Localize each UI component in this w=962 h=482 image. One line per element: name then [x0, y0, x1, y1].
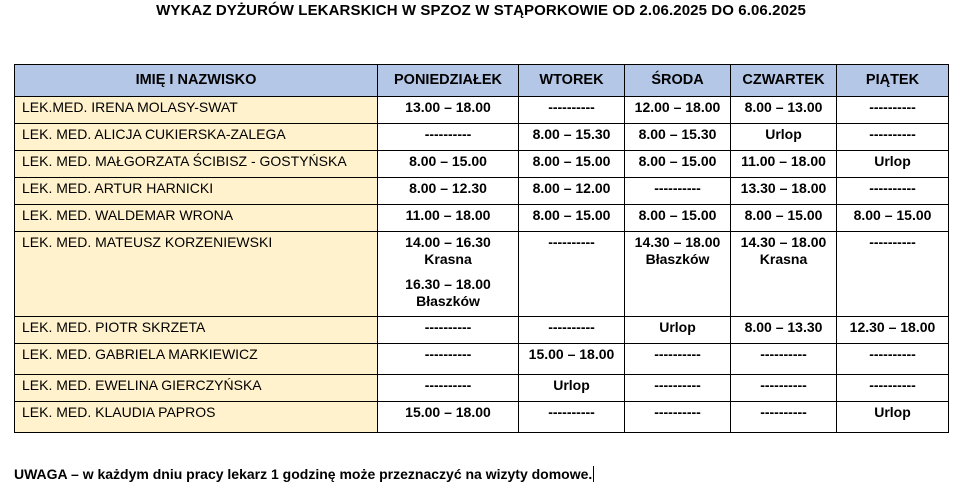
- thursday-slot: 8.00 – 15.00: [731, 205, 837, 232]
- tuesday-slot: ----------: [519, 402, 625, 433]
- wednesday-slot: 12.00 – 18.00: [625, 97, 731, 124]
- friday-slot: ----------: [837, 232, 949, 317]
- friday-slot: 12.30 – 18.00: [837, 317, 949, 344]
- monday-slot: 13.00 – 18.00: [378, 97, 519, 124]
- monday-slot: 8.00 – 12.30: [378, 178, 519, 205]
- header-name: IMIĘ I NAZWISKO: [15, 65, 378, 97]
- table-row: [15, 375, 949, 402]
- table-row: [15, 205, 949, 232]
- tuesday-slot: ----------: [519, 97, 625, 124]
- header-wednesday: ŚRODA: [625, 65, 731, 97]
- slot-place: Krasna: [424, 251, 472, 267]
- thursday-slot: [731, 232, 837, 317]
- table-row: [15, 124, 949, 151]
- document-title: WYKAZ DYŻURÓW LEKARSKICH W SPZOZ W STĄPORKOWIE OD 2.06.2025 DO 6.06.2025: [156, 2, 806, 19]
- slot-time: 14.00 – 16.30: [405, 234, 491, 250]
- tuesday-slot: 8.00 – 12.00: [519, 178, 625, 205]
- wednesday-slot: 8.00 – 15.00: [625, 151, 731, 178]
- thursday-slot: 8.00 – 13.30: [731, 317, 837, 344]
- friday-slot: ----------: [837, 178, 949, 205]
- header-thursday: CZWARTEK: [731, 65, 837, 97]
- tuesday-slot: Urlop: [519, 375, 625, 402]
- thursday-slot: ----------: [731, 402, 837, 433]
- doctor-name: LEK.MED. IRENA MOLASY-SWAT: [15, 97, 378, 124]
- tuesday-slot: 15.00 – 18.00: [519, 344, 625, 375]
- wednesday-slot: [625, 232, 731, 317]
- wednesday-slot: Urlop: [625, 317, 731, 344]
- footnote: [14, 466, 594, 482]
- table-row: [15, 151, 949, 178]
- thursday-slot: 11.00 – 18.00: [731, 151, 837, 178]
- thursday-slot: Urlop: [731, 124, 837, 151]
- slot-place: Krasna: [759, 251, 808, 267]
- tuesday-slot: ----------: [519, 232, 625, 317]
- monday-slot: 8.00 – 15.00: [378, 151, 519, 178]
- doctor-name: LEK. MED. MAŁGORZATA ŚCIBISZ - GOSTYŃSKA: [15, 151, 378, 178]
- monday-slot: ----------: [378, 344, 519, 375]
- friday-slot: ----------: [837, 124, 949, 151]
- monday-slot: ----------: [378, 317, 519, 344]
- doctor-name: LEK. MED. GABRIELA MARKIEWICZ: [15, 344, 378, 375]
- friday-slot: 8.00 – 15.00: [837, 205, 949, 232]
- wednesday-slot: ----------: [625, 402, 731, 433]
- doctor-name: LEK. MED. KLAUDIA PAPROS: [15, 402, 378, 433]
- table-header-row: [15, 65, 949, 97]
- table-row: [15, 97, 949, 124]
- slot-time: 16.30 – 18.00: [405, 276, 491, 292]
- tuesday-slot: 8.00 – 15.30: [519, 124, 625, 151]
- slot-time: 14.30 – 18.00: [740, 234, 827, 250]
- tuesday-slot: 8.00 – 15.00: [519, 151, 625, 178]
- slot-gap: [378, 268, 518, 276]
- doctor-name: LEK. MED. ARTUR HARNICKI: [15, 178, 378, 205]
- thursday-slot: ----------: [731, 375, 837, 402]
- table-row: [15, 344, 949, 375]
- wednesday-slot: ----------: [625, 178, 731, 205]
- friday-slot: ----------: [837, 375, 949, 402]
- monday-slot: ----------: [378, 375, 519, 402]
- doctor-name: LEK. MED. WALDEMAR WRONA: [15, 205, 378, 232]
- wednesday-slot: ----------: [625, 344, 731, 375]
- slot-place: Błaszków: [416, 293, 480, 309]
- text-cursor: [593, 466, 594, 482]
- doctor-name: LEK. MED. EWELINA GIERCZYŃSKA: [15, 375, 378, 402]
- friday-slot: ----------: [837, 97, 949, 124]
- thursday-slot: ----------: [731, 344, 837, 375]
- doctor-name: LEK. MED. MATEUSZ KORZENIEWSKI: [15, 232, 378, 317]
- doctor-name: LEK. MED. PIOTR SKRZETA: [15, 317, 378, 344]
- table-row: [15, 232, 949, 317]
- monday-slot: 15.00 – 18.00: [378, 402, 519, 433]
- table-row: [15, 402, 949, 433]
- header-monday: PONIEDZIAŁEK: [378, 65, 519, 97]
- wednesday-slot: ----------: [625, 375, 731, 402]
- table-row: [15, 317, 949, 344]
- slot-time: 14.30 – 18.00: [634, 234, 721, 250]
- footnote-text: UWAGA – w każdym dniu pracy lekarz 1 godzinę może przeznaczyć na wizyty domowe.: [14, 466, 593, 482]
- thursday-slot: 8.00 – 13.00: [731, 97, 837, 124]
- thursday-slot: 13.30 – 18.00: [731, 178, 837, 205]
- monday-slot: ----------: [378, 124, 519, 151]
- header-friday: PIĄTEK: [837, 65, 949, 97]
- doctor-name: LEK. MED. ALICJA CUKIERSKA-ZALEGA: [15, 124, 378, 151]
- monday-slot: [378, 232, 519, 317]
- tuesday-slot: ----------: [519, 317, 625, 344]
- slot-place: Błaszków: [645, 251, 710, 267]
- tuesday-slot: 8.00 – 15.00: [519, 205, 625, 232]
- monday-slot: 11.00 – 18.00: [378, 205, 519, 232]
- header-tuesday: WTOREK: [519, 65, 625, 97]
- friday-slot: Urlop: [837, 402, 949, 433]
- wednesday-slot: 8.00 – 15.00: [625, 205, 731, 232]
- table-row: [15, 178, 949, 205]
- wednesday-slot: 8.00 – 15.30: [625, 124, 731, 151]
- duty-schedule-table: [14, 64, 949, 433]
- friday-slot: Urlop: [837, 151, 949, 178]
- friday-slot: ----------: [837, 344, 949, 375]
